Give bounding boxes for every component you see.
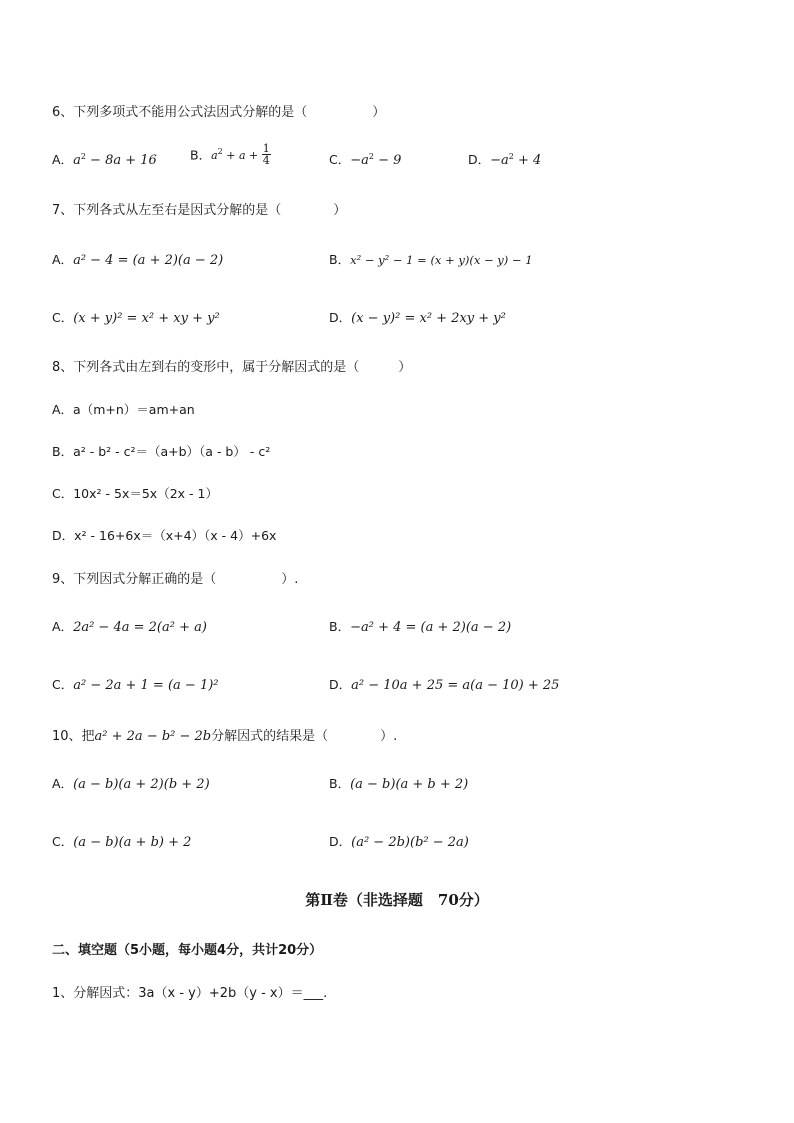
fill-question-1: 1、分解因式：3a（x - y）+2b（y - x）＝___.	[52, 986, 328, 1001]
fraction-one-quarter: $\frac{1}{4}$	[262, 142, 270, 167]
q10-option-d: D．(a² − 2b)(b² − 2a)	[329, 834, 469, 850]
q8-option-d: D．x² - 16+6x＝（x+4）（x - 4）+6x	[52, 528, 277, 543]
q6-option-c: C．$-a^2 - 9$	[329, 152, 402, 168]
q9-option-d: D．a² − 10a + 25 = a(a − 10) + 25	[329, 677, 560, 693]
q9-stem: 9、下列因式分解正确的是（ ）.	[52, 572, 299, 587]
q10-option-b: B．(a − b)(a + b + 2)	[329, 776, 469, 792]
q6-option-d: D．$-a^2 + 4$	[468, 152, 542, 168]
q6-stem: 6、下列多项式不能用公式法因式分解的是（ ）	[52, 105, 386, 120]
q9-option-a: A．2a² − 4a = 2(a² + a)	[52, 619, 207, 635]
q7-stem: 7、下列各式从左至右是因式分解的是（ ）	[52, 203, 347, 218]
q9-option-b: B．−a² + 4 = (a + 2)(a − 2)	[329, 619, 512, 635]
q7-option-a: A．a² − 4 = (a + 2)(a − 2)	[52, 252, 224, 268]
q7-option-d: D．(x − y)² = x² + 2xy + y²	[329, 310, 506, 326]
q9-option-c: C．a² − 2a + 1 = (a − 1)²	[52, 677, 219, 693]
q10-stem: 10、把a² + 2a − b² − 2b分解因式的结果是（ ）.	[52, 729, 398, 744]
q7-option-b: B．x² − y² − 1 = (x + y)(x − y) − 1	[329, 252, 533, 267]
q8-stem: 8、下列各式由左到右的变形中，属于分解因式的是（ ）	[52, 360, 412, 375]
q6-option-b: B．$a^2 + a$ + $\frac{1}{4}$	[190, 142, 270, 167]
q6-option-a: A．$a^2 - 8a + 16$	[52, 152, 157, 168]
part-title: 二、填空题（5小题，每小题4分，共计20分）	[52, 943, 323, 958]
q10-option-a: A．(a − b)(a + 2)(b + 2)	[52, 776, 210, 792]
q10-option-c: C．(a − b)(a + b) + 2	[52, 834, 192, 850]
q7-option-c: C．(x + y)² = x² + xy + y²	[52, 310, 220, 326]
q8-option-b: B．a² - b² - c²＝（a+b）（a - b） - c²	[52, 444, 271, 459]
section-title: 第Ⅱ卷（非选择题 70分）	[305, 891, 489, 909]
q8-option-c: C．10x² - 5x＝5x（2x - 1）	[52, 486, 218, 501]
q8-option-a: A．a（m+n）＝am+an	[52, 402, 195, 417]
